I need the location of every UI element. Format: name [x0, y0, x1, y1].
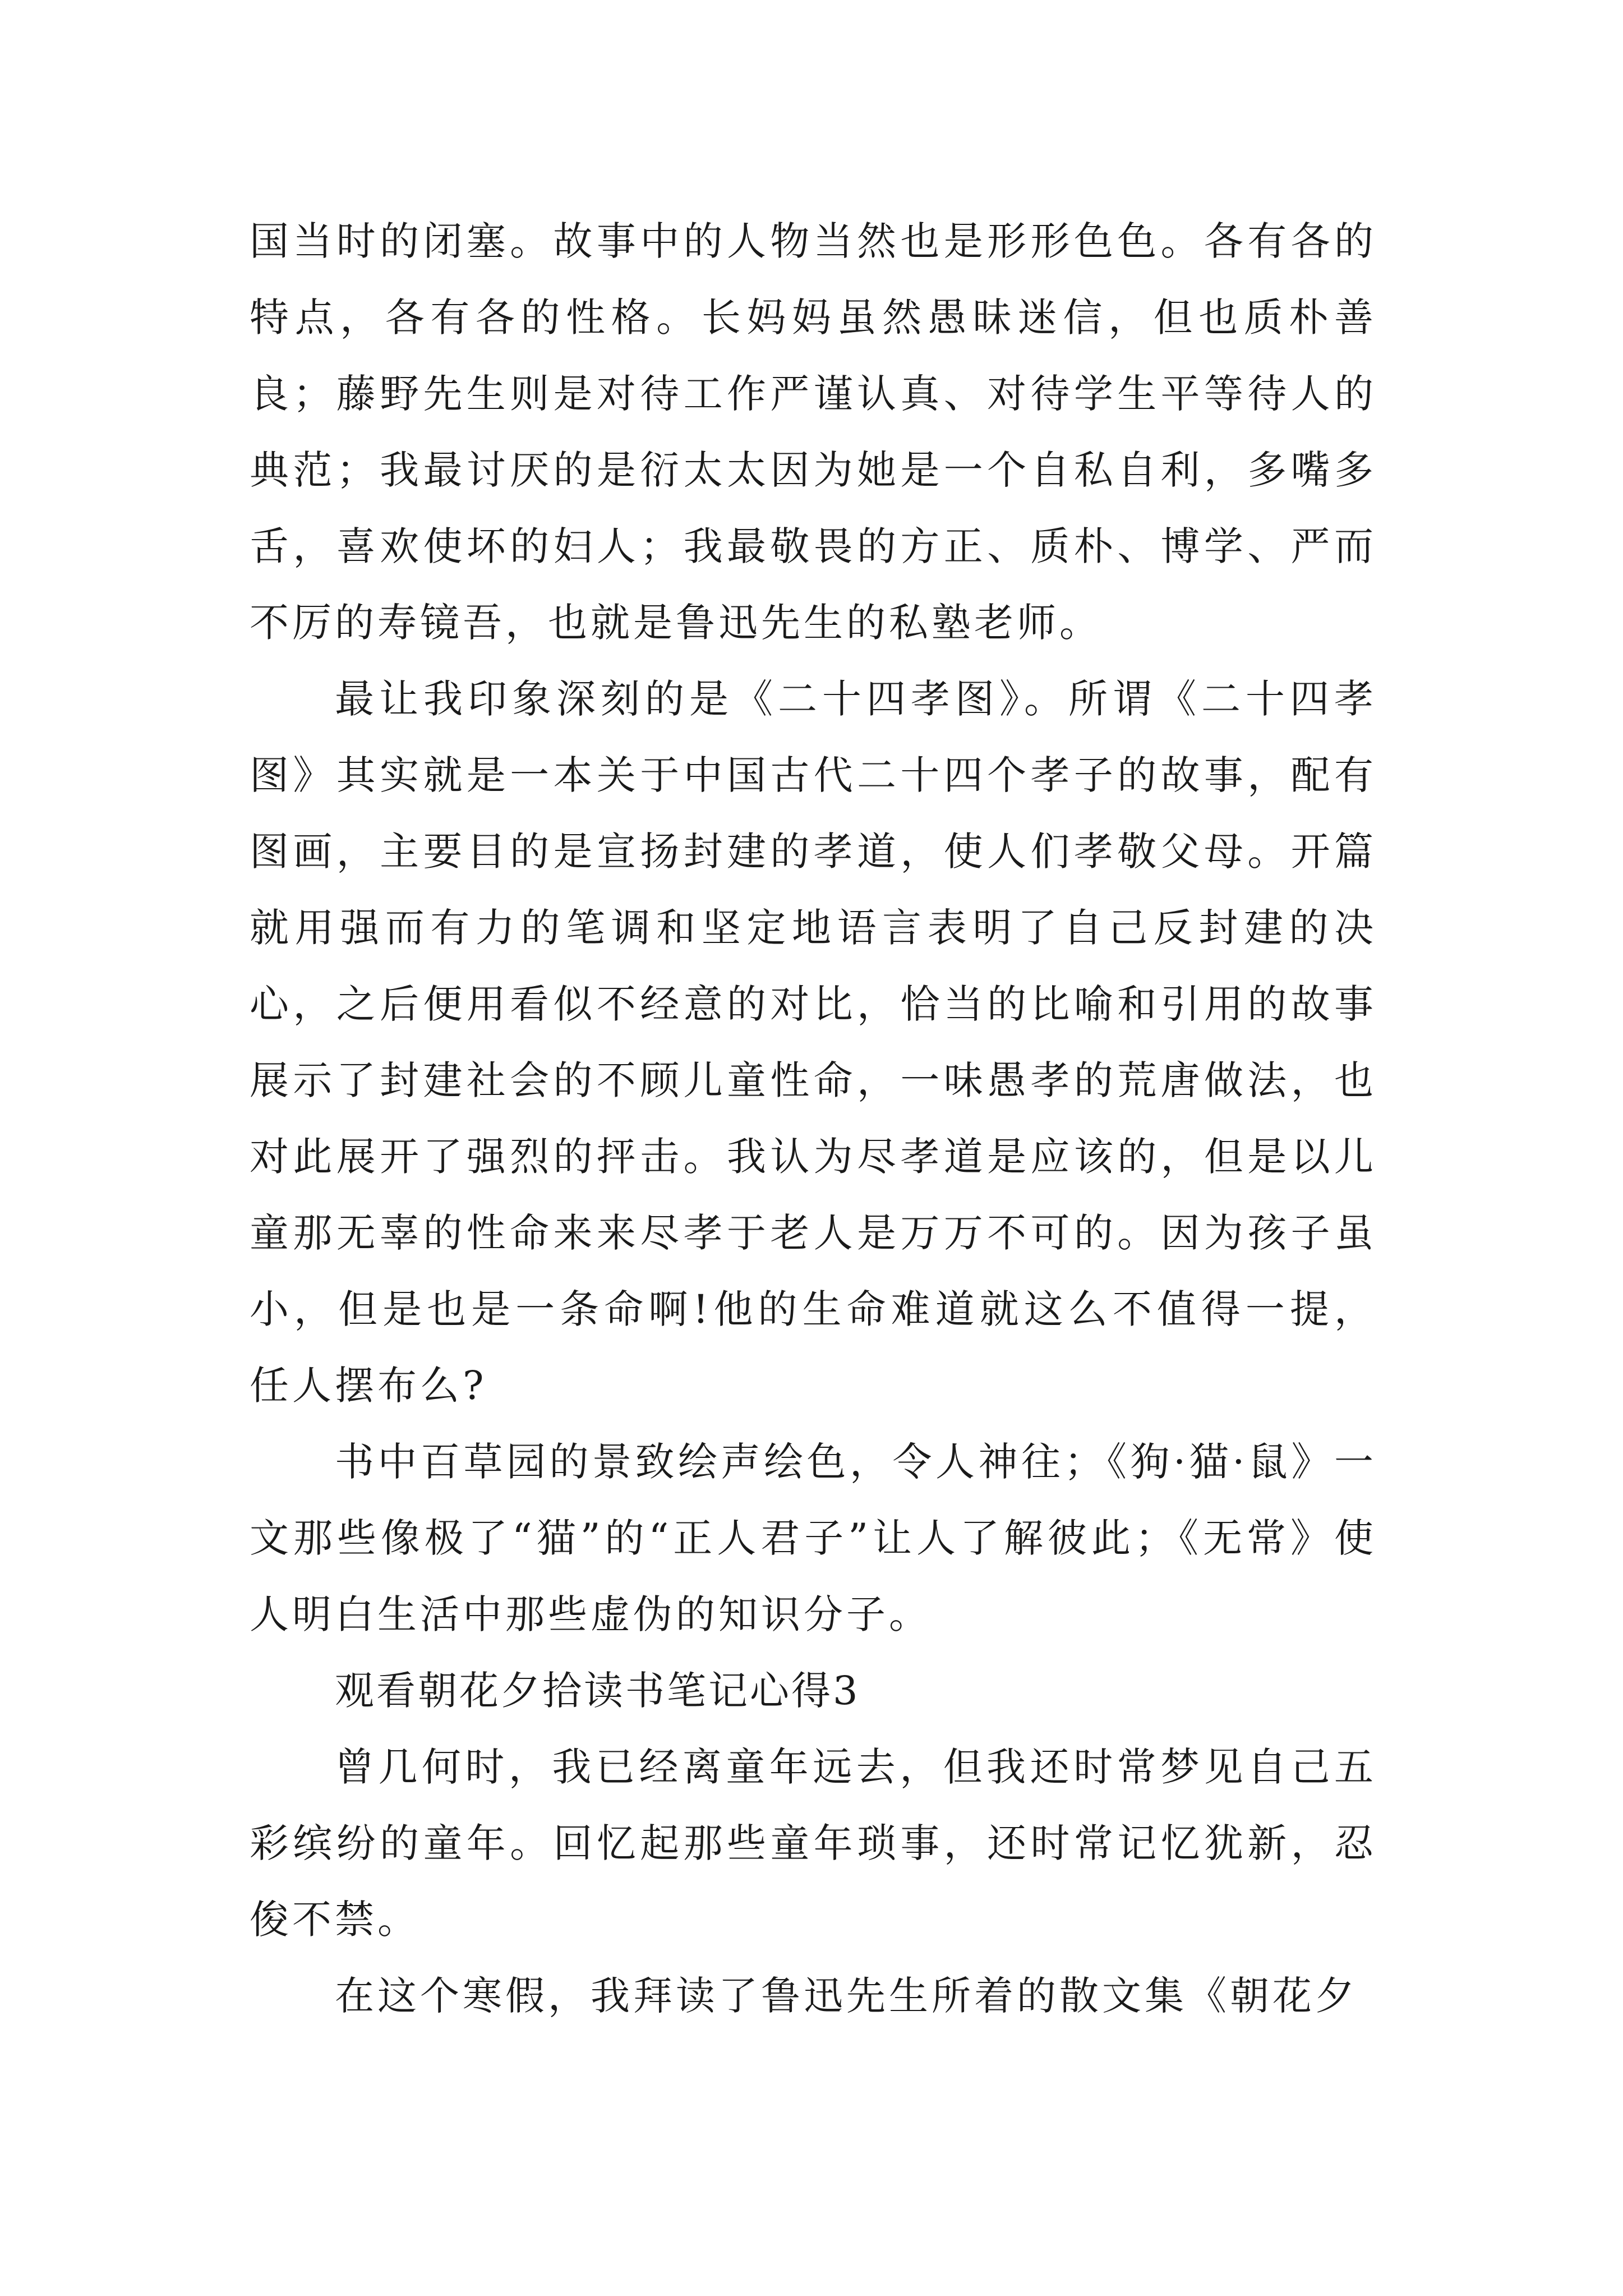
paragraph-twenty-four-filial-piety: 最让我印象深刻的是《二十四孝图》。所谓《二十四孝图》其实就是一本关于中国古代二十四个孝子的故事，配有图画，主要目的是宣扬封建的孝道，使人们孝敬父母。开篇就用强而有力的笔调和坚定地语言表明了自己反封建的决心，之后便用看似不经意的对比，恰当的比喻和引用的故事展示了封建社会的不顾儿童性命，一味愚孝的荒唐做法，也对此展开了强烈的抨击。我认为尽孝道是应该的，但是以儿童那无辜的性命来来尽孝于老人是万万不可的。因为孩子虽小，但是也是一条命啊!他的生命难道就这么不值得一提，任人摆布么? — [250, 676, 1377, 1409]
paragraph-baicaoyuan: 书中百草园的景致绘声绘色，令人神往；《狗·猫·鼠》一文那些像极了“猫”的“正人君子”让人了解彼此；《无常》使人明白生活中那些虚伪的知识分子。 — [250, 1439, 1377, 1637]
paragraph-continuation: 国当时的闭塞。故事中的人物当然也是形形色色。各有各的特点，各有各的性格。长妈妈虽然愚昧迷信，但也质朴善良；藤野先生则是对待工作严谨认真、对待学生平等待人的典范；我最讨厌的是衍太太因为她是一个自私自利，多嘴多舌，喜欢使坏的妇人；我最敬畏的方正、质朴、博学、严而不厉的寿镜吾，也就是鲁迅先生的私塾老师。 — [250, 218, 1377, 646]
document-body — [250, 203, 1377, 2034]
paragraph-childhood-memories: 曾几何时，我已经离童年远去，但我还时常梦见自己五彩缤纷的童年。回忆起那些童年琐事，还时常记忆犹新，忍俊不禁。 — [250, 1744, 1377, 1943]
section-heading: 观看朝花夕拾读书笔记心得3 — [335, 1668, 860, 1714]
paragraph-winter-break: 在这个寒假，我拜读了鲁迅先生所着的散文集《朝花夕 — [335, 1973, 1358, 2019]
